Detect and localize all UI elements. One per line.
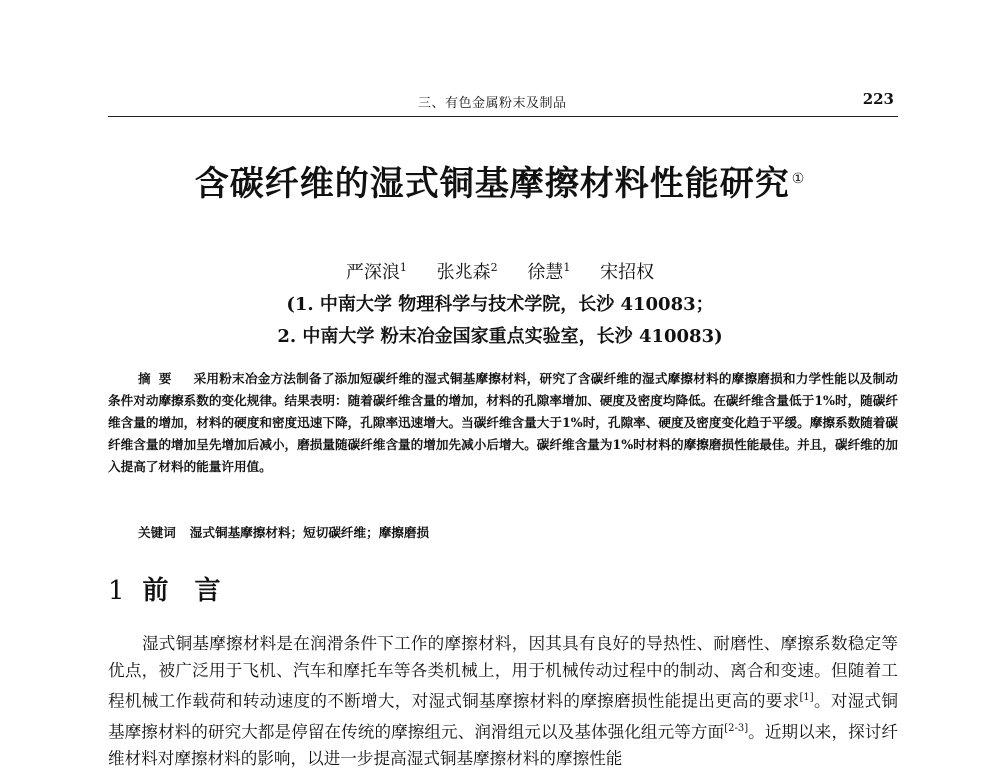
section-heading	[108, 570, 247, 607]
abstract-text: 采用粉末冶金方法制备了添加短碳纤维的湿式铜基摩擦材料，研究了含碳纤维的湿式摩擦材料的摩擦磨损和力学性能以及制动条件对动摩擦系数的变化规律。结果表明：随着碳纤维含量的增加，材料的孔隙率增加、硬度及密度均降低。在碳纤维含量低于1%时，随碳纤维含量的增加，材料的硬度和密度迅速下降，孔隙率迅速增大。当碳纤维含量大于1%时，孔隙率、硬度及密度变化趋于平缓。摩擦系数随着碳纤维含量的增加呈先增加后减小，磨损量随碳纤维含量的增加先减小后增大。碳纤维含量为1%时材料的摩擦磨损性能最佳。并且，碳纤维的加入提高了材料的能量许用值。	[108, 371, 899, 474]
author: 宋招权	[600, 262, 655, 283]
paper-title	[0, 156, 1000, 205]
section-number: 1	[108, 576, 125, 606]
paper-title-text: 含碳纤维的湿式铜基摩擦材料性能研究	[194, 164, 790, 204]
author: 严深浪$^1$	[345, 261, 407, 283]
keywords	[138, 522, 898, 541]
title-footnote-mark: ①	[791, 170, 806, 187]
running-title: 三、有色金属粉末及制品	[418, 96, 567, 111]
affiliation-line-1: (1. 中南大学 物理科学与技术学院，长沙 410083；	[286, 294, 714, 315]
abstract	[108, 368, 898, 478]
author: 徐慧$^1$	[527, 261, 571, 283]
author: 张兆森$^2$	[436, 261, 498, 283]
author-list	[0, 258, 1000, 284]
citation: [1]	[799, 692, 814, 703]
keywords-label: 关键词	[138, 525, 176, 540]
section-title: 前言	[142, 576, 247, 606]
citation: [2-3]	[724, 722, 749, 734]
abstract-label: 摘要	[138, 371, 180, 386]
body-paragraph: 湿式铜基摩擦材料是在润滑条件下工作的摩擦材料，因其具有良好的导热性、耐磨性、摩擦系数稳定等优点，被广泛用于飞机、汽车和摩托车等各类机械上，用于机械传动过程中的制动、离合和变速。但随着工程机械工作载荷和转动速度的不断增大，对湿式铜基摩擦材料的摩擦磨损性能提出更高的要求[1]。对湿式铜基摩擦材料的研究大都是停留在传统的摩擦组元、润滑组元以及基体强化组元等方面[2-3]。近期以来，探讨纤维材料对摩擦材料的影响，以进一步提高湿式铜基摩擦材料的摩擦性能	[108, 634, 899, 769]
affiliation-line-2: 2. 中南大学 粉末冶金国家重点实验室，长沙 410083)	[277, 326, 723, 347]
header-rule	[108, 116, 898, 117]
running-header	[108, 88, 898, 114]
page-number: 223	[862, 90, 894, 108]
keywords-text: 湿式铜基摩擦材料；短切碳纤维；摩擦磨损	[189, 525, 430, 540]
